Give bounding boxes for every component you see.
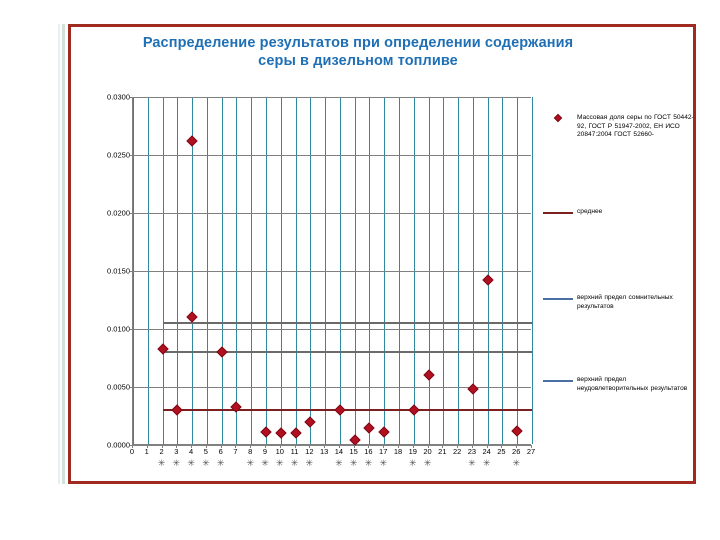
- horizontal-gridline: [133, 329, 531, 330]
- data-point-marker: [364, 422, 375, 433]
- horizontal-gridline: [133, 213, 531, 214]
- plot-area: [132, 97, 531, 445]
- legend-line-icon: [543, 376, 573, 385]
- x-axis-asterisk-mark: ✳: [349, 458, 358, 468]
- legend-label: верхний предел неудовлетворительных результатов: [577, 376, 688, 392]
- chart-container: [88, 88, 700, 478]
- data-point-marker: [172, 405, 183, 416]
- chart-title: [108, 34, 608, 70]
- horizontal-gridline: [133, 97, 531, 98]
- x-axis-tick-label: 26: [512, 447, 521, 456]
- horizontal-gridline: [133, 271, 531, 272]
- chart-title-line-2: серы в дизельном топливе: [258, 53, 458, 69]
- x-axis-tick-label: 16: [364, 447, 373, 456]
- vertical-gridline: [532, 97, 533, 444]
- legend-line-swatch: [543, 298, 573, 300]
- legend-diamond-icon: [543, 114, 573, 123]
- data-point-marker: [275, 428, 286, 439]
- x-axis: [129, 445, 536, 477]
- x-axis-asterisk-mark: ✳: [216, 458, 225, 468]
- data-point-marker: [379, 427, 390, 438]
- x-axis-tick-label: 24: [482, 447, 491, 456]
- x-axis-tick-label: 11: [290, 447, 299, 456]
- y-axis-tick-label: 0.0050: [107, 382, 130, 392]
- y-axis-tick-label: 0.0200: [107, 208, 130, 218]
- x-axis-asterisk-mark: ✳: [187, 458, 195, 468]
- x-axis-tick-label: 15: [349, 447, 358, 456]
- legend-entry: [543, 114, 698, 140]
- x-axis-tick-label: 14: [334, 447, 344, 456]
- data-point-marker: [512, 425, 523, 436]
- data-point-marker: [423, 370, 434, 381]
- x-axis-tick-label: 20: [423, 447, 432, 456]
- x-axis-asterisk-mark: ✳: [364, 458, 373, 468]
- legend-line-icon: [543, 294, 573, 303]
- data-point-marker: [467, 384, 478, 395]
- legend-line-swatch: [543, 380, 573, 382]
- chart-legend: [543, 88, 698, 478]
- x-axis-tick-label: 25: [497, 447, 506, 456]
- x-axis-tick-label: 7: [233, 447, 238, 456]
- frame-accent-inner: [62, 24, 65, 484]
- data-point-marker: [290, 428, 301, 439]
- data-point-marker: [305, 416, 316, 427]
- x-axis-tick-label: 12: [305, 447, 314, 456]
- horizontal-gridline: [133, 155, 531, 156]
- x-axis-tick-label: 2: [159, 447, 164, 456]
- x-axis-tick-label: 19: [408, 447, 417, 456]
- x-axis-tick-label: 3: [174, 447, 179, 456]
- data-point-marker: [186, 135, 197, 146]
- x-axis-asterisk-mark: ✳: [290, 458, 299, 468]
- x-axis-asterisk-mark: ✳: [468, 458, 476, 468]
- data-point-marker: [482, 275, 493, 286]
- legend-label: Массовая доля серы по ГОСТ 50442-92, ГОСТ Р 51947-2002, ЕН ИСО 20847:2004 ГОСТ 52660-: [577, 114, 694, 139]
- x-axis-asterisk-mark: ✳: [261, 458, 269, 468]
- x-axis-asterisk-mark: ✳: [423, 458, 432, 468]
- x-axis-tick-label: 9: [262, 447, 268, 456]
- x-axis-tick-label: 5: [203, 447, 208, 456]
- data-point-marker: [334, 405, 345, 416]
- x-axis-tick-label: 21: [438, 447, 447, 456]
- x-axis-tick-label: 0: [129, 447, 135, 456]
- x-axis-asterisk-mark: ✳: [379, 458, 387, 468]
- x-axis-tick-label: 22: [452, 447, 462, 456]
- x-axis-asterisk-mark: ✳: [482, 458, 491, 468]
- legend-label: верхний предел сомнительных результатов: [577, 294, 673, 310]
- y-axis: [88, 92, 130, 450]
- legend-entry: [543, 376, 698, 393]
- reference-line: [163, 409, 532, 411]
- x-axis-tick-label: 10: [275, 447, 284, 456]
- data-point-marker: [216, 347, 227, 358]
- legend-label: среднее: [577, 208, 603, 215]
- legend-entry: [543, 208, 698, 217]
- x-axis-tick-label: 8: [248, 447, 253, 456]
- legend-entry: [543, 294, 698, 311]
- x-axis-tick-label: 27: [526, 447, 536, 456]
- chart-title-line-1: Распределение результатов при определении содержания: [142, 35, 574, 51]
- frame-accent-outer: [58, 24, 60, 484]
- y-axis-tick-label: 0.0300: [107, 92, 130, 102]
- y-axis-tick-label: 0.0250: [107, 150, 130, 160]
- plot-inner: [133, 97, 531, 444]
- x-axis-asterisk-mark: ✳: [408, 458, 417, 468]
- x-axis-tick-label: 1: [144, 447, 149, 456]
- legend-line-icon: [543, 208, 573, 217]
- x-axis-asterisk-mark: ✳: [305, 458, 314, 468]
- x-axis-tick-label: 13: [319, 447, 329, 456]
- data-point-marker: [260, 427, 271, 438]
- y-axis-tick-label: 0.0000: [107, 440, 130, 450]
- x-axis-tick-label: 18: [393, 447, 403, 456]
- x-axis-tick-label: 4: [189, 447, 194, 456]
- x-axis-asterisk-mark: ✳: [172, 458, 181, 468]
- y-axis-tick-label: 0.0100: [107, 324, 130, 334]
- x-axis-asterisk-mark: ✳: [335, 458, 343, 468]
- legend-line-swatch: [543, 212, 573, 214]
- x-axis-tick-label: 17: [379, 447, 388, 456]
- legend-diamond-swatch: [554, 114, 562, 122]
- y-axis-tick-label: 0.0150: [107, 266, 130, 276]
- x-axis-asterisk-mark: ✳: [275, 458, 284, 468]
- x-axis-tick-label: 23: [467, 447, 477, 456]
- x-axis-asterisk-mark: ✳: [202, 458, 210, 468]
- x-axis-asterisk-mark: ✳: [246, 458, 254, 468]
- reference-line: [163, 322, 532, 324]
- x-axis-tick-label: 6: [218, 447, 223, 456]
- x-axis-asterisk-mark: ✳: [157, 458, 166, 468]
- x-axis-asterisk-mark: ✳: [512, 458, 520, 468]
- data-point-marker: [408, 405, 419, 416]
